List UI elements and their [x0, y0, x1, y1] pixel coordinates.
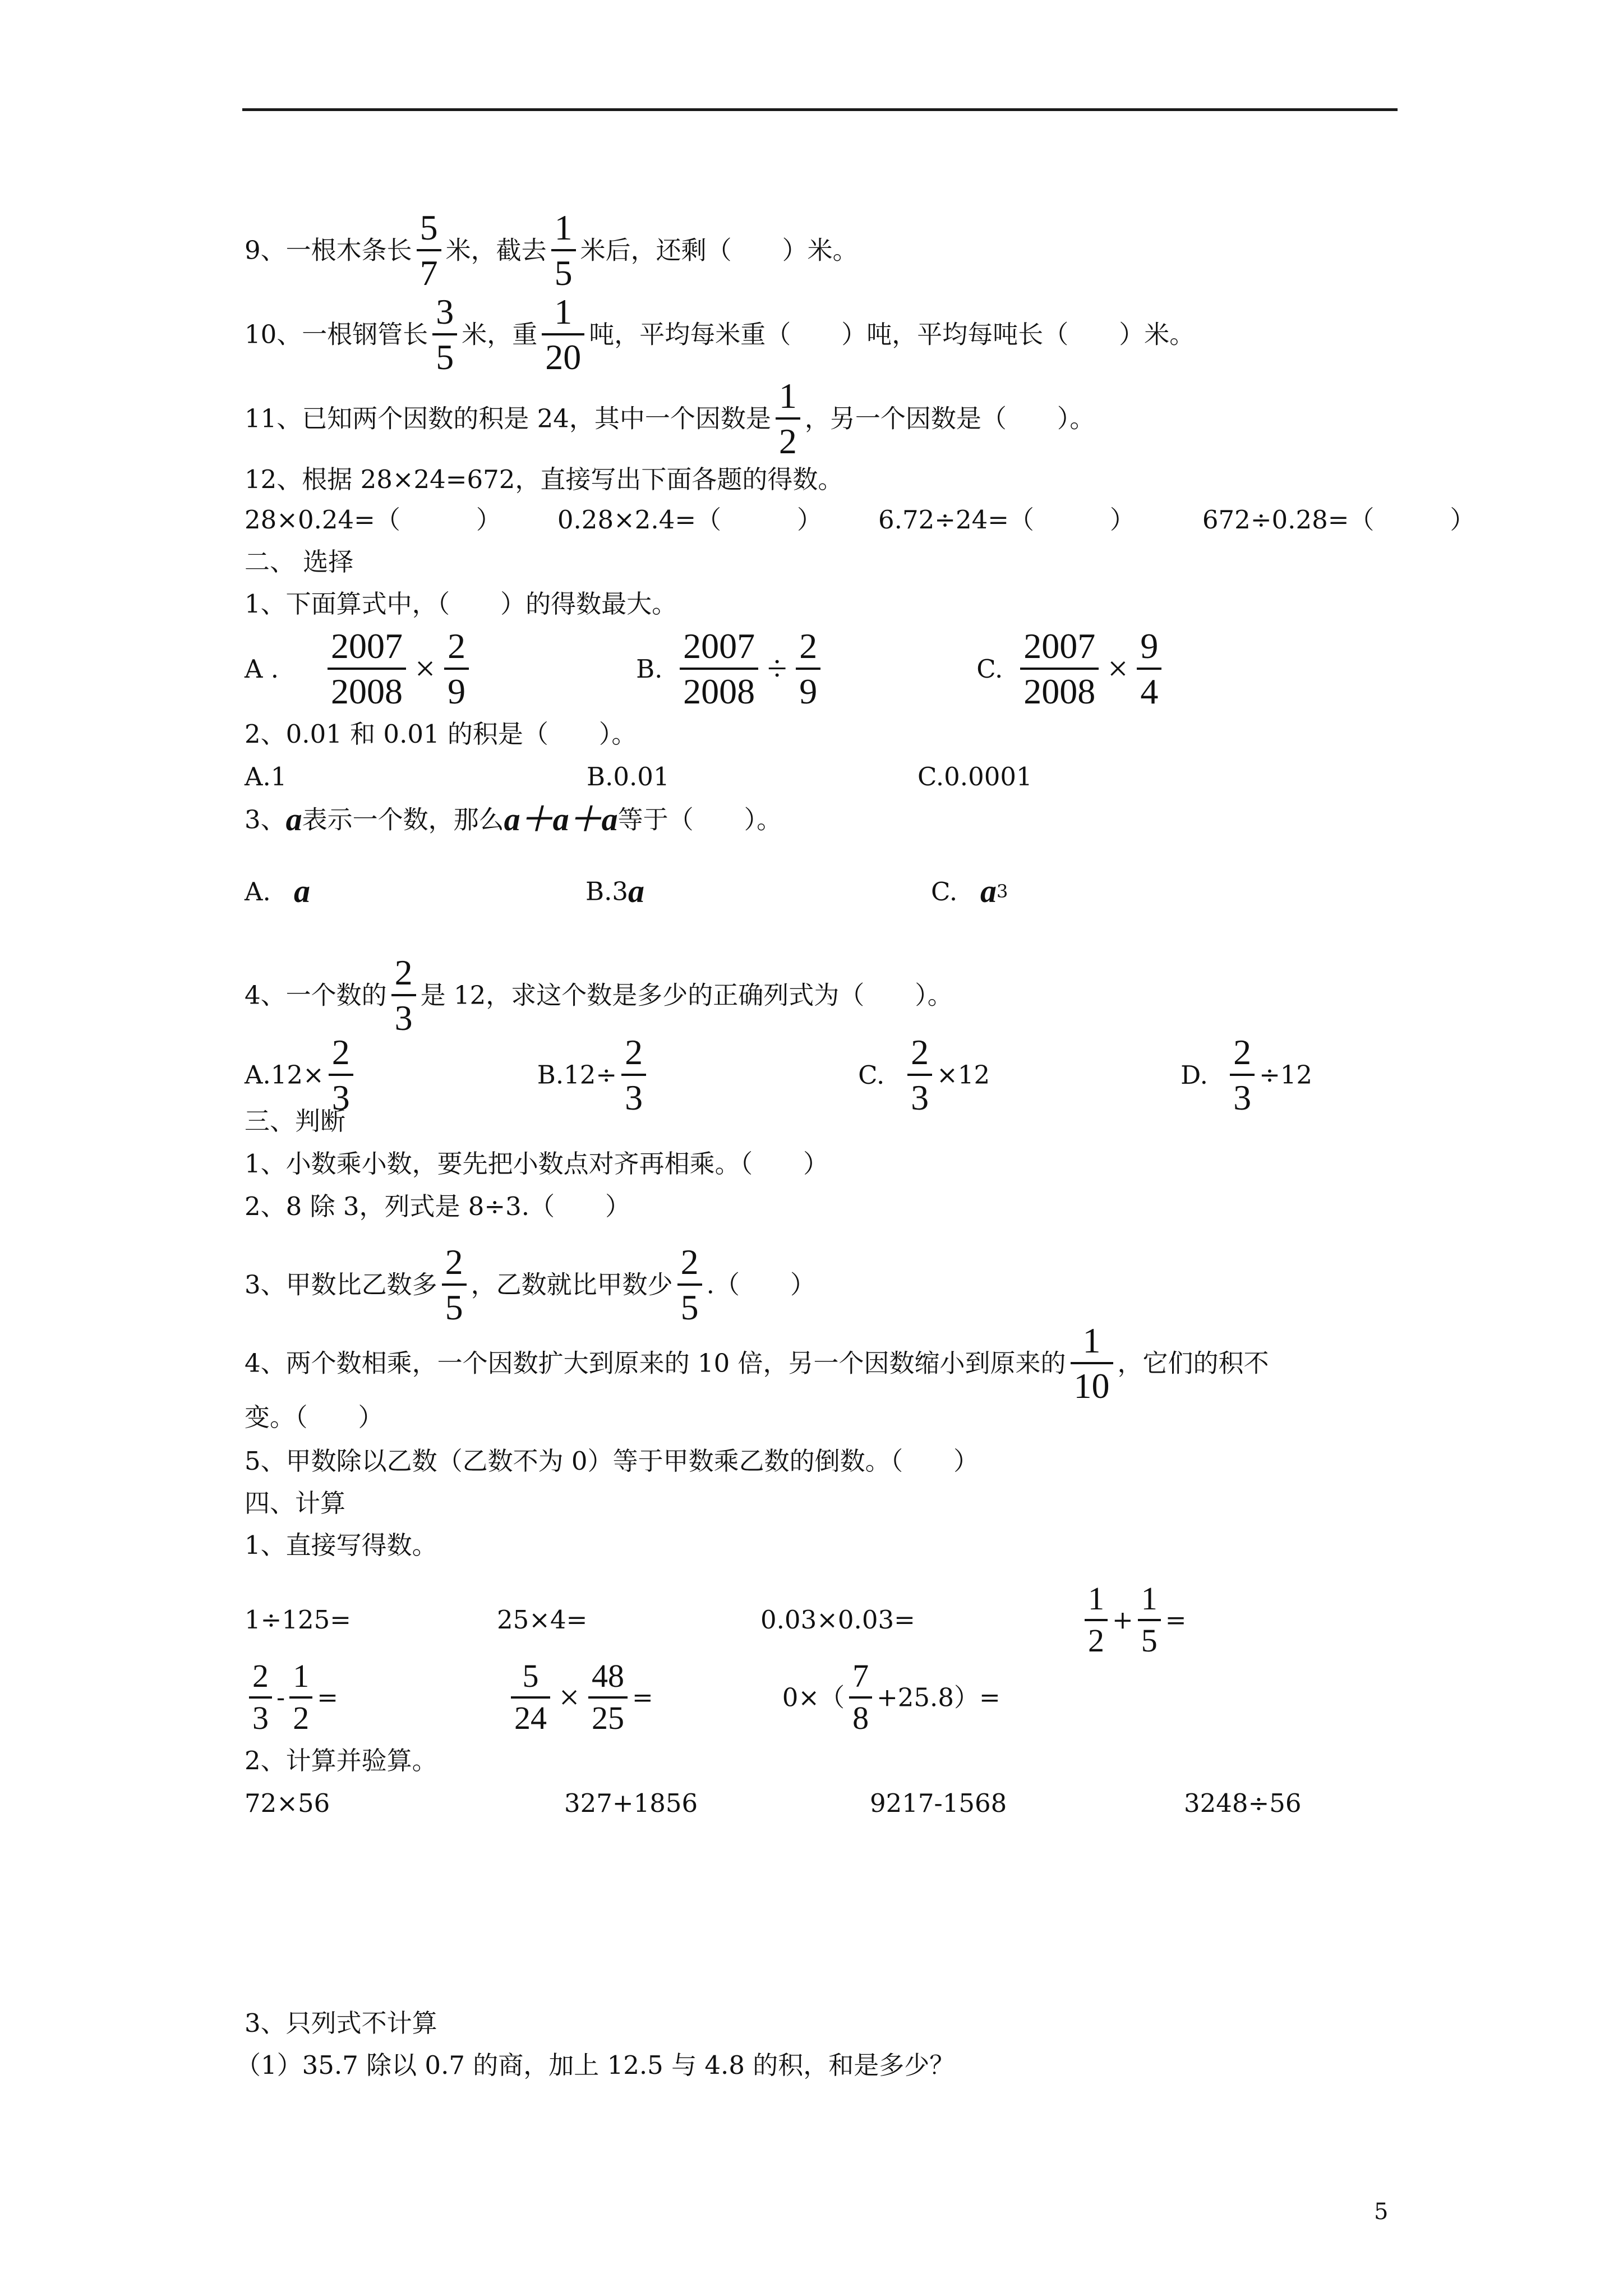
- compute-text-a: 0×（: [782, 1682, 845, 1713]
- numerator: 9: [1137, 627, 1161, 670]
- fraction: [1071, 1322, 1113, 1405]
- choice-4-text-a: 4、一个数的: [245, 980, 387, 1010]
- judge-2: [245, 1191, 630, 1219]
- q9-text-b: 米，截去: [445, 235, 547, 265]
- choice-3-options: [245, 875, 1008, 908]
- fraction: [417, 209, 441, 292]
- fraction: [677, 1243, 702, 1326]
- numerator: 2: [796, 627, 820, 670]
- choice-4-text-b: 是 12，求这个数是多少的正确列式为（ ）。: [420, 980, 953, 1010]
- q11-text-a: 11、已知两个因数的积是 24，其中一个因数是: [245, 403, 771, 434]
- equals: =: [1165, 1605, 1187, 1635]
- numerator: 1: [551, 209, 576, 251]
- section-heading-choice: [245, 547, 354, 577]
- fraction: [328, 627, 406, 710]
- q12-text: 12、根据 28×24=672，直接写出下面各题的得数。: [245, 464, 843, 494]
- choice-1: [245, 589, 677, 619]
- option-label-a: A .: [245, 654, 279, 684]
- fraction: [391, 954, 416, 1037]
- q10-text-a: 10、一根钢管长: [245, 319, 428, 349]
- compute-1-row-1: [245, 1582, 1186, 1658]
- numerator: 3: [432, 293, 457, 335]
- denominator: 5: [554, 253, 573, 293]
- judge-3-text-b: ，乙数就比甲数少: [471, 1269, 673, 1300]
- fraction: [442, 1243, 467, 1326]
- question-9: [245, 209, 858, 292]
- numerator: 2: [391, 954, 416, 996]
- numerator: 2: [677, 1243, 702, 1286]
- judge-1-text: 1、小数乘小数，要先把小数点对齐再相乘。（ ）: [245, 1149, 829, 1179]
- compute-item: 25×4=: [497, 1605, 588, 1635]
- fraction: [249, 1659, 272, 1736]
- question-11: [245, 377, 1095, 460]
- denominator: 25: [592, 1699, 625, 1736]
- numerator: 1: [776, 377, 800, 420]
- option-d: D.: [1181, 1060, 1208, 1090]
- choice-2-options: [245, 762, 1032, 792]
- option-c-suffix: ×12: [937, 1060, 990, 1090]
- fraction: [849, 1659, 872, 1736]
- option-c: C.: [858, 1060, 885, 1090]
- choice-3: [245, 803, 782, 836]
- fraction: [776, 377, 800, 460]
- numerator: 2: [444, 627, 469, 670]
- fraction: [1138, 1582, 1161, 1658]
- numerator: 5: [511, 1659, 550, 1699]
- option-d-suffix: ÷12: [1259, 1060, 1313, 1090]
- judge-4: [245, 1322, 1269, 1405]
- choice-2: [245, 719, 637, 747]
- compute-text-b: +25.8）=: [877, 1682, 1000, 1713]
- numerator: 2: [621, 1033, 646, 1076]
- option-label-c: C.: [931, 876, 958, 907]
- numerator: 2007: [328, 627, 406, 670]
- compute-3: [245, 2008, 437, 2036]
- fraction: [907, 1033, 932, 1116]
- q12-item: 28×0.24=（ ）: [245, 505, 501, 535]
- denominator: 2: [293, 1699, 310, 1736]
- denominator: 20: [545, 337, 582, 378]
- choice-1-question: 1、下面算式中，（ ）的得数最大。: [245, 589, 677, 619]
- judge-4-text-a: 4、两个数相乘，一个因数扩大到原来的 10 倍，另一个因数缩小到原来的: [245, 1348, 1066, 1378]
- denominator: 10: [1073, 1366, 1110, 1406]
- option-c: C.0.0001: [917, 762, 1032, 792]
- q9-text-c: 米后，还剩（ ）米。: [580, 235, 858, 265]
- operator: -: [276, 1682, 285, 1713]
- option-a: A.12×: [245, 1060, 324, 1090]
- numerator: 1: [1138, 1582, 1161, 1621]
- numerator: 2: [442, 1243, 467, 1286]
- operator: ×: [1108, 648, 1128, 689]
- judge-4-text-b: ，它们的积不: [1117, 1348, 1269, 1378]
- fraction: [511, 1659, 550, 1736]
- fraction: [1020, 627, 1099, 710]
- denominator: 9: [799, 671, 818, 712]
- numerator: 2: [249, 1659, 272, 1699]
- numerator: 2: [907, 1033, 932, 1076]
- choice-4-options: [245, 1033, 1312, 1116]
- judge-4-text-c: 变。（ ）: [245, 1402, 384, 1432]
- compute-item: 3248÷56: [1184, 1788, 1302, 1818]
- compute-item: 9217-1568: [870, 1788, 1007, 1818]
- compute-2: [245, 1746, 437, 1773]
- fraction: [621, 1033, 646, 1116]
- denominator: 8: [852, 1699, 869, 1736]
- compute-3-title: 3、只列式不计算: [245, 2008, 437, 2038]
- section-heading-compute: [245, 1488, 345, 1516]
- choice-3-text: 等于（ ）。: [617, 804, 782, 835]
- section-heading-judge: [245, 1106, 345, 1134]
- denominator: 7: [419, 253, 438, 293]
- q10-text-c: 吨，平均每米重（ ）吨，平均每吨长（ ）米。: [589, 319, 1195, 349]
- choice-3-number: 3、: [245, 804, 286, 835]
- judge-1: [245, 1149, 829, 1179]
- denominator: 5: [680, 1287, 699, 1328]
- choice-3-text: 表示一个数，那么: [302, 804, 504, 835]
- page-number: 5: [1374, 2199, 1389, 2225]
- denominator: 3: [394, 998, 413, 1038]
- compute-2-title: 2、计算并验算。: [245, 1746, 437, 1775]
- q10-text-b: 米，重: [462, 319, 538, 349]
- numerator: 7: [849, 1659, 872, 1699]
- q12-items: [245, 505, 1476, 535]
- denominator: 2008: [331, 671, 403, 712]
- question-12: [245, 464, 843, 492]
- operator: ÷: [767, 648, 787, 689]
- header-rule: [242, 108, 1398, 111]
- fraction: [1085, 1582, 1108, 1658]
- denominator: 24: [514, 1699, 547, 1736]
- equals: =: [317, 1682, 338, 1713]
- denominator: 4: [1140, 671, 1159, 712]
- operator: ×: [559, 1677, 580, 1717]
- compute-item: 327+1856: [564, 1788, 698, 1818]
- choice-2-question: 2、0.01 和 0.01 的积是（ ）。: [245, 719, 637, 749]
- compute-1-title: 1、直接写得数。: [245, 1530, 437, 1560]
- compute-2-items: [245, 1788, 1302, 1816]
- compute-3-item-1: [236, 2050, 955, 2078]
- compute-item: 1÷125=: [245, 1605, 351, 1635]
- denominator: 5: [1141, 1622, 1158, 1659]
- compute-1-row-2: [245, 1659, 1000, 1736]
- compute-item: 72×56: [245, 1788, 330, 1818]
- fraction: [680, 627, 758, 710]
- variable-a: a: [628, 873, 645, 909]
- fraction: [551, 209, 576, 292]
- fraction: [1137, 627, 1161, 710]
- fraction: [1230, 1033, 1255, 1116]
- equals: =: [632, 1682, 653, 1713]
- fraction: [444, 627, 469, 710]
- variable-a: a: [294, 873, 310, 909]
- judge-3-text-a: 3、甲数比乙数多: [245, 1269, 437, 1300]
- numerator: 1: [1085, 1582, 1108, 1621]
- judge-2-text: 2、8 除 3，列式是 8÷3.（ ）: [245, 1191, 631, 1221]
- judge-5: [245, 1446, 979, 1474]
- fraction: [542, 293, 584, 376]
- option-b: B.0.01: [587, 762, 670, 792]
- option-label-a: A.: [245, 876, 271, 907]
- expression: a＋a＋a: [504, 801, 618, 838]
- numerator: 2: [329, 1033, 353, 1076]
- compute-3-question: （1）35.7 除以 0.7 的商，加上 12.5 与 4.8 的积，和是多少？: [236, 2050, 955, 2080]
- option-label-c: C.: [976, 654, 1003, 684]
- variable-a: a: [980, 873, 997, 909]
- q11-text-b: ，另一个因数是（ ）。: [804, 403, 1095, 434]
- denominator: 9: [448, 671, 466, 712]
- numerator: 5: [417, 209, 441, 251]
- denominator: 3: [911, 1078, 929, 1118]
- numerator: 1: [289, 1659, 312, 1699]
- numerator: 2007: [1020, 627, 1099, 670]
- choice-4: [245, 954, 953, 1037]
- choice-1-options: [245, 627, 1166, 710]
- fraction: [432, 293, 457, 376]
- numerator: 1: [1071, 1322, 1113, 1364]
- denominator: 5: [445, 1287, 463, 1328]
- q12-item: 6.72÷24=（ ）: [878, 505, 1135, 535]
- fraction: [588, 1659, 628, 1736]
- q12-item: 672÷0.28=（ ）: [1202, 505, 1476, 535]
- operator: ×: [415, 648, 436, 689]
- compute-1: [245, 1530, 437, 1558]
- denominator: 5: [436, 337, 454, 378]
- denominator: 2008: [683, 671, 755, 712]
- option-a: A.1: [245, 762, 287, 792]
- variable-a: a: [285, 801, 302, 838]
- denominator: 2: [1088, 1622, 1104, 1659]
- q12-item: 0.28×2.4=（ ）: [557, 505, 823, 535]
- option-b: B.12÷: [537, 1060, 617, 1090]
- section-title: 四、计算: [245, 1488, 346, 1518]
- denominator: 3: [625, 1078, 643, 1118]
- denominator: 3: [1233, 1078, 1252, 1118]
- denominator: 2: [778, 421, 797, 462]
- fraction: [289, 1659, 312, 1736]
- operator: +: [1112, 1605, 1133, 1635]
- q9-text-a: 9、一根木条长: [245, 235, 412, 265]
- option-label-b: B.3: [585, 876, 629, 907]
- numerator: 2007: [680, 627, 758, 670]
- fraction: [796, 627, 820, 710]
- numerator: 1: [542, 293, 584, 335]
- compute-item: 0.03×0.03=: [760, 1605, 915, 1635]
- denominator: 2008: [1023, 671, 1096, 712]
- denominator: 3: [331, 1078, 350, 1118]
- denominator: 3: [252, 1699, 269, 1736]
- judge-3-text-c: .（ ）: [706, 1269, 815, 1300]
- numerator: 48: [588, 1659, 628, 1699]
- section-title: 三、判断: [245, 1106, 346, 1136]
- judge-4-continued: [245, 1402, 384, 1430]
- exponent: 3: [997, 881, 1008, 902]
- judge-3: [245, 1243, 815, 1326]
- question-10: [245, 293, 1195, 376]
- numerator: 2: [1230, 1033, 1255, 1076]
- option-label-b: B.: [636, 654, 663, 684]
- judge-5-text: 5、甲数除以乙数（乙数不为 0）等于甲数乘乙数的倒数。（ ）: [245, 1446, 979, 1476]
- section-title: 二、 选择: [245, 547, 354, 577]
- fraction: [329, 1033, 353, 1116]
